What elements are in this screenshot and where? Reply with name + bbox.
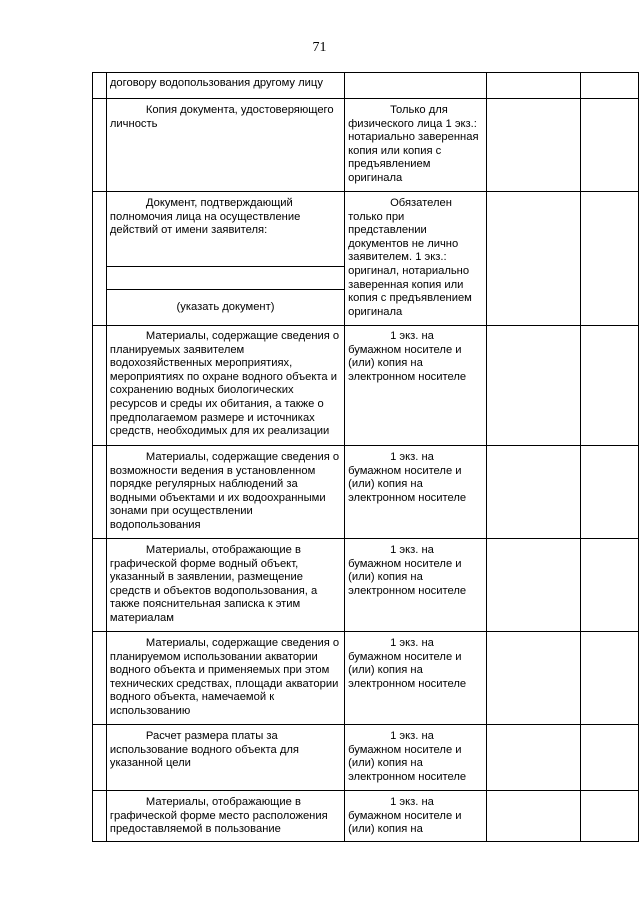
table-cell	[581, 446, 639, 539]
document-note: 1 экз. на бумажном носителе и (или) копия на электронном носителе	[348, 451, 467, 504]
document-note: 1 экз. на бумажном носителе и (или) копия на электронном носителе	[348, 730, 467, 783]
table-cell	[345, 632, 487, 725]
table-cell	[106, 446, 344, 539]
table-cell	[93, 192, 107, 326]
table-cell	[106, 632, 344, 725]
document-note: 1 экз. на бумажном носителе и (или) копия на электронном носителе	[348, 637, 467, 690]
document-note: 1 экз. на бумажном носителе и (или) копия на электронном носителе	[348, 544, 467, 597]
table-cell	[93, 539, 107, 632]
document-name: Материалы, отображающие в графической форме водный объект, указанный в заявлении, размещение средств и объектов водопользования, а также пояснительная записка к этим материалам	[109, 544, 318, 624]
table-cell	[93, 725, 107, 791]
table-cell	[93, 632, 107, 725]
table-cell	[486, 725, 580, 791]
table-cell	[345, 99, 487, 192]
table-cell	[581, 192, 639, 326]
document-name: Материалы, содержащие сведения о планируемых заявителем водохозяйственных мероприятиях, мероприятиях по охране водного объекта и сохранению водных биологических ресурсов и среды их обитания, а также о предполагаемом размере и источниках средств, необходимых для их реализации	[109, 330, 340, 438]
table-cell	[486, 99, 580, 192]
table-cell	[93, 791, 107, 842]
documents-table	[92, 72, 639, 842]
table-cell	[93, 99, 107, 192]
table-cell	[106, 290, 344, 326]
table-row	[93, 539, 639, 632]
table-cell	[581, 791, 639, 842]
table-cell	[345, 539, 487, 632]
table-cell	[106, 267, 344, 290]
table-row	[93, 632, 639, 725]
table-cell	[345, 725, 487, 791]
table-cell	[345, 446, 487, 539]
table-cell	[486, 73, 580, 99]
table-cell	[106, 725, 344, 791]
document-name: Копия документа, удостоверяющего личность	[109, 104, 334, 130]
document-note: Обязателен только при представлении документов не лично заявителем. 1 экз.: оригинал, нотариально заверенная копия или копия с предъявлением оригинала	[348, 197, 472, 318]
table-cell	[345, 326, 487, 446]
document-name: Документ, подтверждающий полномочия лица на осуществление действий от имени заявителя:	[109, 197, 301, 237]
table-cell	[581, 632, 639, 725]
document-name: Расчет размера платы за использование водного объекта для указанной цели	[109, 730, 299, 770]
table-cell	[581, 539, 639, 632]
table-row	[93, 791, 639, 842]
table-cell	[345, 73, 487, 99]
table-cell	[93, 326, 107, 446]
table-row	[93, 73, 639, 99]
table-cell	[106, 791, 344, 842]
table-row	[93, 725, 639, 791]
table-cell	[486, 326, 580, 446]
document-note: Только для физического лица 1 экз.: нотариально заверенная копия или копия с предъявлением оригинала	[348, 104, 479, 184]
table-cell	[345, 192, 487, 326]
table-cell	[93, 446, 107, 539]
document-name: Материалы, отображающие в графической форме место расположения предоставляемой в пользование	[109, 796, 328, 836]
table-cell	[106, 326, 344, 446]
table-cell	[486, 192, 580, 326]
table-cell	[106, 539, 344, 632]
table-row	[93, 326, 639, 446]
document-note: 1 экз. на бумажном носителе и (или) копия на электронном носителе	[348, 330, 467, 383]
document-note: 1 экз. на бумажном носителе и (или) копия на	[348, 796, 462, 836]
table-cell	[106, 192, 344, 267]
table-cell	[345, 791, 487, 842]
table-cell	[581, 99, 639, 192]
table-cell	[106, 73, 344, 99]
document-name: Материалы, содержащие сведения о возможности ведения в установленном порядке регулярных наблюдений за водными объектами и их водоохранными зонами при осуществлении водопользования	[109, 451, 340, 531]
table-row	[93, 446, 639, 539]
table-cell	[486, 791, 580, 842]
table-cell	[486, 446, 580, 539]
page-number: 71	[312, 40, 327, 55]
document-name: Материалы, содержащие сведения о планируемом использовании акватории водного объекта и применяемых при этом технических средствах, площади акватории водного объекта, намечаемой к использованию	[109, 637, 340, 717]
table-cell	[93, 73, 107, 99]
document-name-hint: (указать документ)	[176, 300, 275, 313]
table-cell	[581, 73, 639, 99]
table-row	[93, 192, 639, 267]
document-name: договору водопользования другому лицу	[109, 77, 323, 89]
table-cell	[106, 99, 344, 192]
table-cell	[581, 725, 639, 791]
table-row	[93, 99, 639, 192]
table-cell	[486, 632, 580, 725]
table-cell	[486, 539, 580, 632]
table-cell	[581, 326, 639, 446]
